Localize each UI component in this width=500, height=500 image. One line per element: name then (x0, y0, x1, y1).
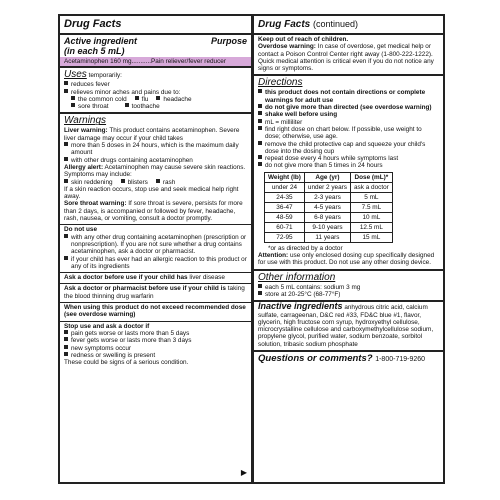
list-item: toothache (125, 103, 160, 110)
allergy-alert-label: Allergy alert: (64, 163, 104, 171)
active-ingredient-row: Acetaminophen 160 mg...........Pain reliever/fever reducer (60, 57, 251, 66)
list-item: rash (156, 179, 175, 186)
list-item: flu (135, 96, 149, 103)
liver-warning-text: This product contains acetaminophen. Severe liver damage may occur if your child takes (64, 127, 240, 142)
list-item: blisters (121, 179, 148, 186)
stop-use-heading: Stop use and ask a doctor if (64, 322, 150, 330)
inactive-heading: Inactive ingredients (258, 301, 343, 312)
do-not-use-section (60, 225, 251, 272)
ask-pharmacist-section (60, 284, 251, 302)
questions-section (254, 352, 443, 367)
keep-out-of-reach: Keep out of reach of children. (258, 36, 349, 43)
list-item: if your child has ever had an allergic reaction to this product or any of its ingredients (64, 256, 247, 271)
list-item: new symptoms occur (64, 345, 247, 352)
table-row (265, 182, 393, 192)
when-using-section: When using this product do not exceed recommended dose (see overdose warning) (64, 304, 246, 319)
do-not-use-heading: Do not use (64, 226, 98, 234)
table-cell: 15 mL (350, 232, 392, 242)
table-cell: 9-10 years (304, 222, 350, 232)
list-item: sore throat (71, 103, 109, 110)
warnings-section (60, 114, 251, 224)
drug-facts-panel-left (58, 14, 253, 484)
list-item: do not give more than directed (see overdose warning) (258, 104, 439, 111)
warnings-heading: Warnings (64, 115, 107, 127)
table-cell: under 24 (265, 182, 305, 192)
table-cell: 36-47 (265, 202, 305, 212)
sore-throat-text: If sore throat is severe, persists for more than 2 days, is accompanied or followed by fever, headache, rash, nausea, or vomiting, consult a doctor promptly. (64, 200, 243, 223)
table-cell: ask a doctor (350, 182, 392, 192)
table-cell: 24-35 (265, 192, 305, 202)
attention-label: Attention: (258, 252, 289, 260)
allergy-after-text: If a skin reaction occurs, stop use and seek medical help right away. (64, 185, 239, 201)
table-cell: 60-71 (265, 222, 305, 232)
ask-doctor-label: Ask a doctor before use if your child has (64, 274, 188, 282)
inactive-ingredients-section (254, 302, 443, 350)
allergy-alert-text: Acetaminophen may cause severe skin reactions. Symptoms may include: (64, 163, 246, 179)
table-cell: 11 years (304, 232, 350, 242)
table-row (265, 232, 393, 242)
list-item: mL = milliliter (258, 119, 439, 126)
attention-text: use only enclosed dosing cup specifically designed for use with this product. Do not use any other dosing device. (258, 252, 435, 267)
directions-heading: Directions (258, 77, 303, 89)
table-row (265, 212, 393, 222)
list-item: find right dose on chart below. If possible, use weight to dose; otherwise, use age. (258, 126, 439, 141)
table-header: Age (yr) (304, 172, 350, 182)
table-row (265, 222, 393, 232)
list-item: remove the child protective cap and squeeze your child's dose into the dosing cup (258, 141, 439, 156)
other-information-section (254, 271, 443, 301)
list-item: do not give more than 5 times in 24 hours (258, 162, 439, 169)
table-cell: under 2 years (304, 182, 350, 192)
table-header: Dose (mL)* (350, 172, 392, 182)
list-item: store at 20-25°C (68-77°F) (258, 291, 439, 298)
list-item: pain gets worse or lasts more than 5 days (64, 330, 247, 337)
list-item: repeat dose every 4 hours while symptoms last (258, 155, 439, 162)
overdose-label: Overdose warning: (258, 43, 316, 51)
list-item: the common cold (71, 96, 127, 103)
uses-intro: temporarily: (88, 72, 122, 80)
list-item: fever gets worse or lasts more than 3 days (64, 337, 247, 344)
ask-pharmacist-label: Ask a doctor or pharmacist before use if your child is (64, 285, 226, 293)
list-item: redness or swelling is present (64, 352, 247, 359)
table-cell: 7.5 mL (350, 202, 392, 212)
list-item: more than 5 doses in 24 hours, which is the maximum daily amount (64, 142, 247, 157)
overdose-section (254, 35, 443, 74)
list-item: with any other drug containing acetaminophen (prescription or nonprescription). If you are not sure whether a drug contains acetaminophen, ask a doctor or pharmacist. (64, 234, 247, 256)
list-item: this product does not contain directions or complete warnings for adult use (258, 89, 439, 104)
active-ingredient-heading: Active ingredient (64, 36, 138, 46)
continue-arrow-icon: ▶ (240, 467, 247, 477)
uses-section (60, 68, 251, 112)
drug-facts-panel-right (252, 14, 445, 484)
table-cell: 4-5 years (304, 202, 350, 212)
questions-label: Questions or comments? (258, 353, 373, 365)
table-cell: 12.5 mL (350, 222, 392, 232)
table-cell: 72-95 (265, 232, 305, 242)
list-item: shake well before using (258, 111, 439, 118)
dosing-table (264, 172, 393, 243)
list-item: each 5 mL contains: sodium 3 mg (258, 284, 439, 291)
table-header: Weight (lb) (265, 172, 305, 182)
list-item: headache (156, 96, 191, 103)
list-item: relieves minor aches and pains due to: (64, 89, 247, 96)
panel-title: Drug Facts (64, 18, 122, 30)
active-ingredient-sub: (in each 5 mL) (64, 46, 125, 56)
overdose-text: In case of overdose, get medical help or contact a Poison Control Center right away (1-800-222-1222). Quick medical attention is critical even if you do not notice any signs or symptoms. (258, 43, 434, 73)
table-header-row (265, 172, 393, 182)
table-cell: 6-8 years (304, 212, 350, 222)
ask-pharmacist-text: taking the blood thinning drug warfarin (64, 285, 245, 300)
stop-use-section (60, 322, 251, 369)
list-item: skin reddening (64, 179, 113, 186)
sore-throat-label: Sore throat warning: (64, 200, 127, 208)
inactive-text: anhydrous citric acid, calcium sulfate, carrageenan, D&C red #33, FD&C blue #1, flavor, glycerin, high fructose corn syrup, hydroxyethyl cellulose, microcrystalline cellulose and carboxymethylcellulose sodium, propylene glycol, purified water, sodium benzoate, sorbitol solution, tribasic sodium phosphate (258, 304, 434, 348)
list-item: reduces fever (64, 81, 247, 88)
table-row (265, 192, 393, 202)
stop-use-after: These could be signs of a serious condition. (64, 359, 189, 367)
liver-warning-label: Liver warning: (64, 127, 108, 135)
list-item: with other drugs containing acetaminophen (64, 157, 247, 164)
dose-footnote: *or as directed by a doctor (268, 244, 343, 252)
table-cell: 2-3 years (304, 192, 350, 202)
phone-number: 1-800-719-9260 (375, 356, 426, 364)
ask-doctor-text: liver disease (189, 274, 225, 282)
table-row (265, 202, 393, 212)
table-cell: 5 mL (350, 192, 392, 202)
purpose-heading: Purpose (210, 36, 247, 46)
directions-section (254, 76, 443, 268)
panel-title: Drug Facts (continued) (258, 19, 359, 30)
ask-doctor-section (60, 273, 251, 283)
table-cell: 10 mL (350, 212, 392, 222)
other-info-heading: Other information (258, 271, 336, 283)
uses-heading: Uses (64, 69, 87, 81)
table-cell: 48-59 (265, 212, 305, 222)
